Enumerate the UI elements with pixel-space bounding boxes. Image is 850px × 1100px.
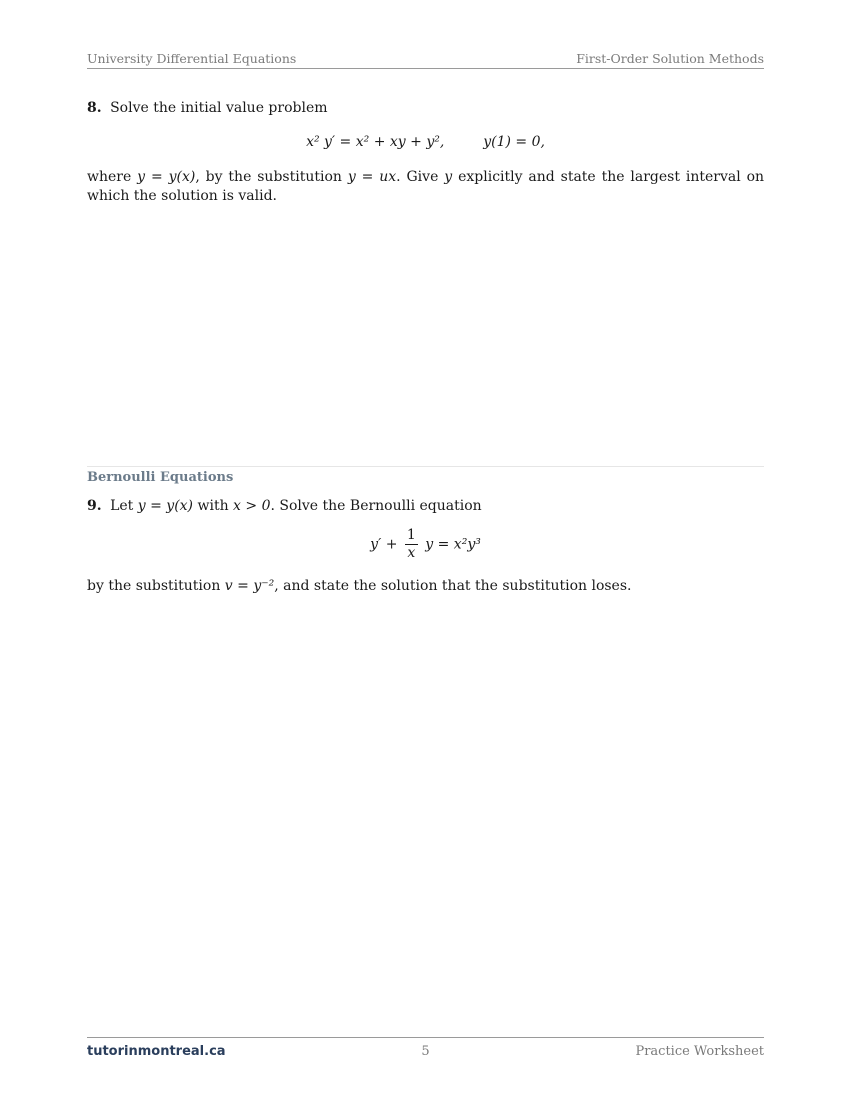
problem-9-intro [87,497,764,516]
problem-8-y-var: y [444,169,453,185]
problem-9-eq-start: y′ + [370,536,398,553]
problem-8-ode: x² y′ = x² + xy + y², [306,134,445,150]
problem-8-text-2: , by the substitution [195,169,342,185]
problem-9-eq-end: y = x²y³ [425,536,481,553]
section-divider [87,466,764,467]
problem-9-with: with [197,498,229,514]
problem-8-text-4: explicitly and state the largest interval on which the solution is valid. [87,169,765,204]
problem-8-text-1: where [87,169,132,185]
fraction-one-over-x [405,527,418,562]
problem-9-intro-rest: . Solve the Bernoulli equation [270,498,482,514]
problem-9-domain-condition: x > 0 [233,498,271,514]
problem-8-body [87,168,764,206]
problem-9-substitution: v = y⁻² [224,578,275,594]
problem-8-intro [87,99,764,118]
problem-9-let: Let [110,498,134,514]
footer-worksheet-label: Practice Worksheet [635,1044,764,1059]
fraction-numerator: 1 [406,527,416,543]
problem-9-text-2: , and state the solution that the substitution loses. [274,578,632,594]
problem-9-text-1: by the substitution [87,578,221,594]
problem-8-y-def: y = y(x) [137,169,196,185]
problem-8-number: 8. [87,100,102,116]
problem-8-text-3: . Give [396,169,439,185]
problem-9-number: 9. [87,498,102,514]
header-chapter-title: First-Order Solution Methods [576,51,764,66]
problem-8-intro-text: Solve the initial value problem [110,100,328,116]
problem-9-body [87,577,764,596]
section-title: Bernoulli Equations [87,470,234,485]
footer-site-link[interactable]: tutorinmontreal.ca [87,1044,226,1059]
problem-9-equation [87,527,764,562]
header-course-title: University Differential Equations [87,51,297,66]
problem-9-y-def: y = y(x) [137,498,194,514]
problem-8-equation [87,134,764,150]
page-number: 5 [421,1044,430,1059]
problem-8-initial-condition: y(1) = 0, [483,134,545,150]
fraction-denominator: x [407,545,416,561]
problem-8-substitution: y = ux [347,169,397,185]
running-header [87,50,764,69]
page-footer [87,1037,764,1060]
